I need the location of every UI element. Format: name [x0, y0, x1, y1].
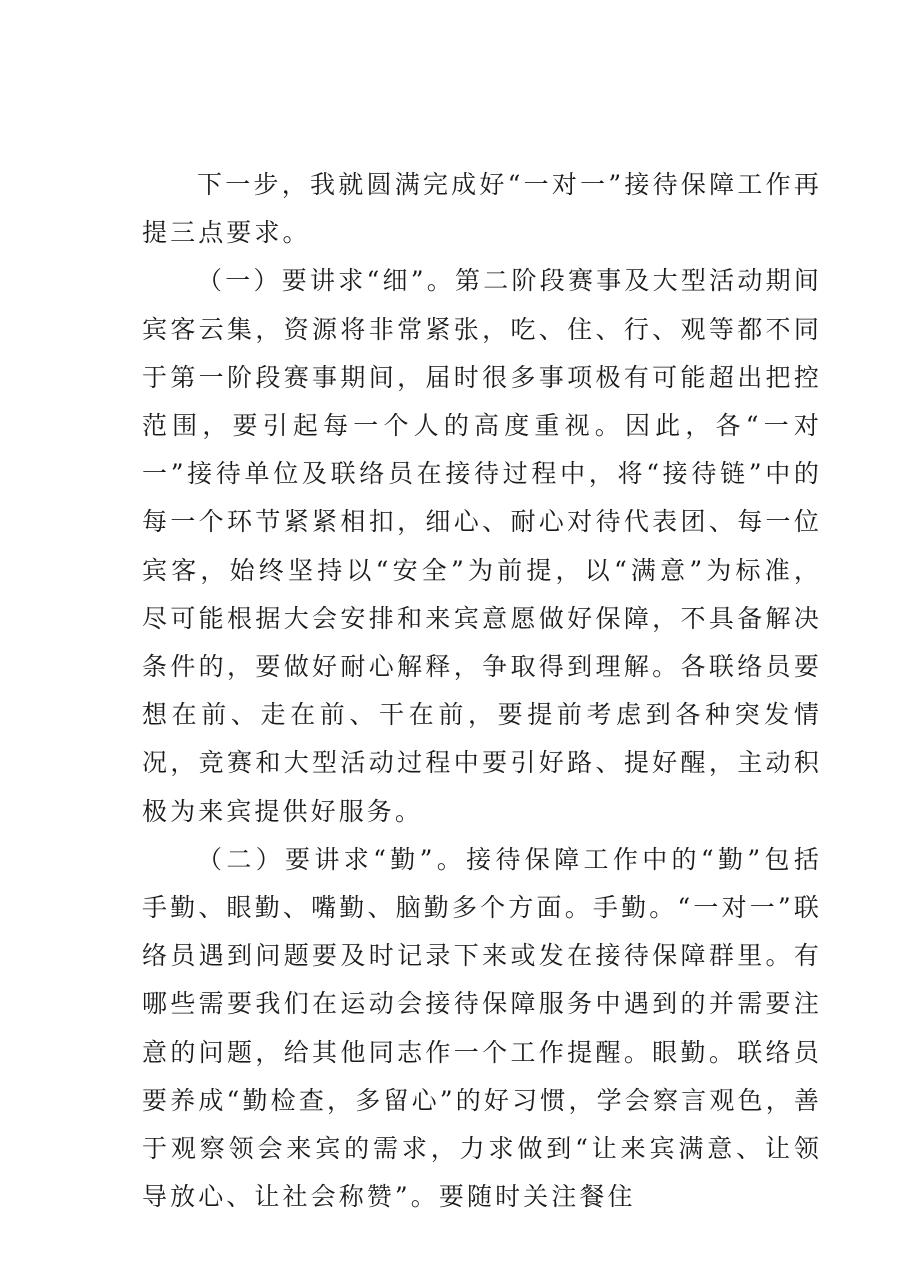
document-body [142, 161, 822, 1221]
paragraph-requirement-one: （一）要讲求“细”。第二阶段赛事及大型活动期间宾客云集，资源将非常紧张，吃、住、行、观等都不同于第一阶段赛事期间，届时很多事项极有可能超出把控范围，要引起每一个人的高度重视。因此，各“一对一”接待单位及联络员在接待过程中，将“接待链”中的每一个环节紧紧相扣，细心、耐心对待代表团、每一位宾客，始终坚持以“安全”为前提，以“满意”为标准，尽可能根据大会安排和来宾意愿做好保障，不具备解决条件的，要做好耐心解释，争取得到理解。各联络员要想在前、走在前、干在前，要提前考虑到各种突发情况，竞赛和大型活动过程中要引好路、提好醒，主动积极为来宾提供好服务。 [142, 266, 822, 826]
paragraph-requirement-two: （二）要讲求“勤”。接待保障工作中的“勤”包括手勤、眼勤、嘴勤、脑勤多个方面。手勤。“一对一”联络员遇到问题要及时记录下来或发在接待保障群里。有哪些需要我们在运动会接待保障服务中遇到的并需要注意的问题，给其他同志作一个工作提醒。眼勤。联络员要养成“勤检查，多留心”的好习惯，学会察言观色，善于观察领会来宾的需求，力求做到“让来宾满意、让领导放心、让社会称赞”。要随时关注餐住 [142, 844, 822, 1212]
paragraph-intro: 下一步，我就圆满完成好“一对一”接待保障工作再提三点要求。 [142, 170, 822, 248]
